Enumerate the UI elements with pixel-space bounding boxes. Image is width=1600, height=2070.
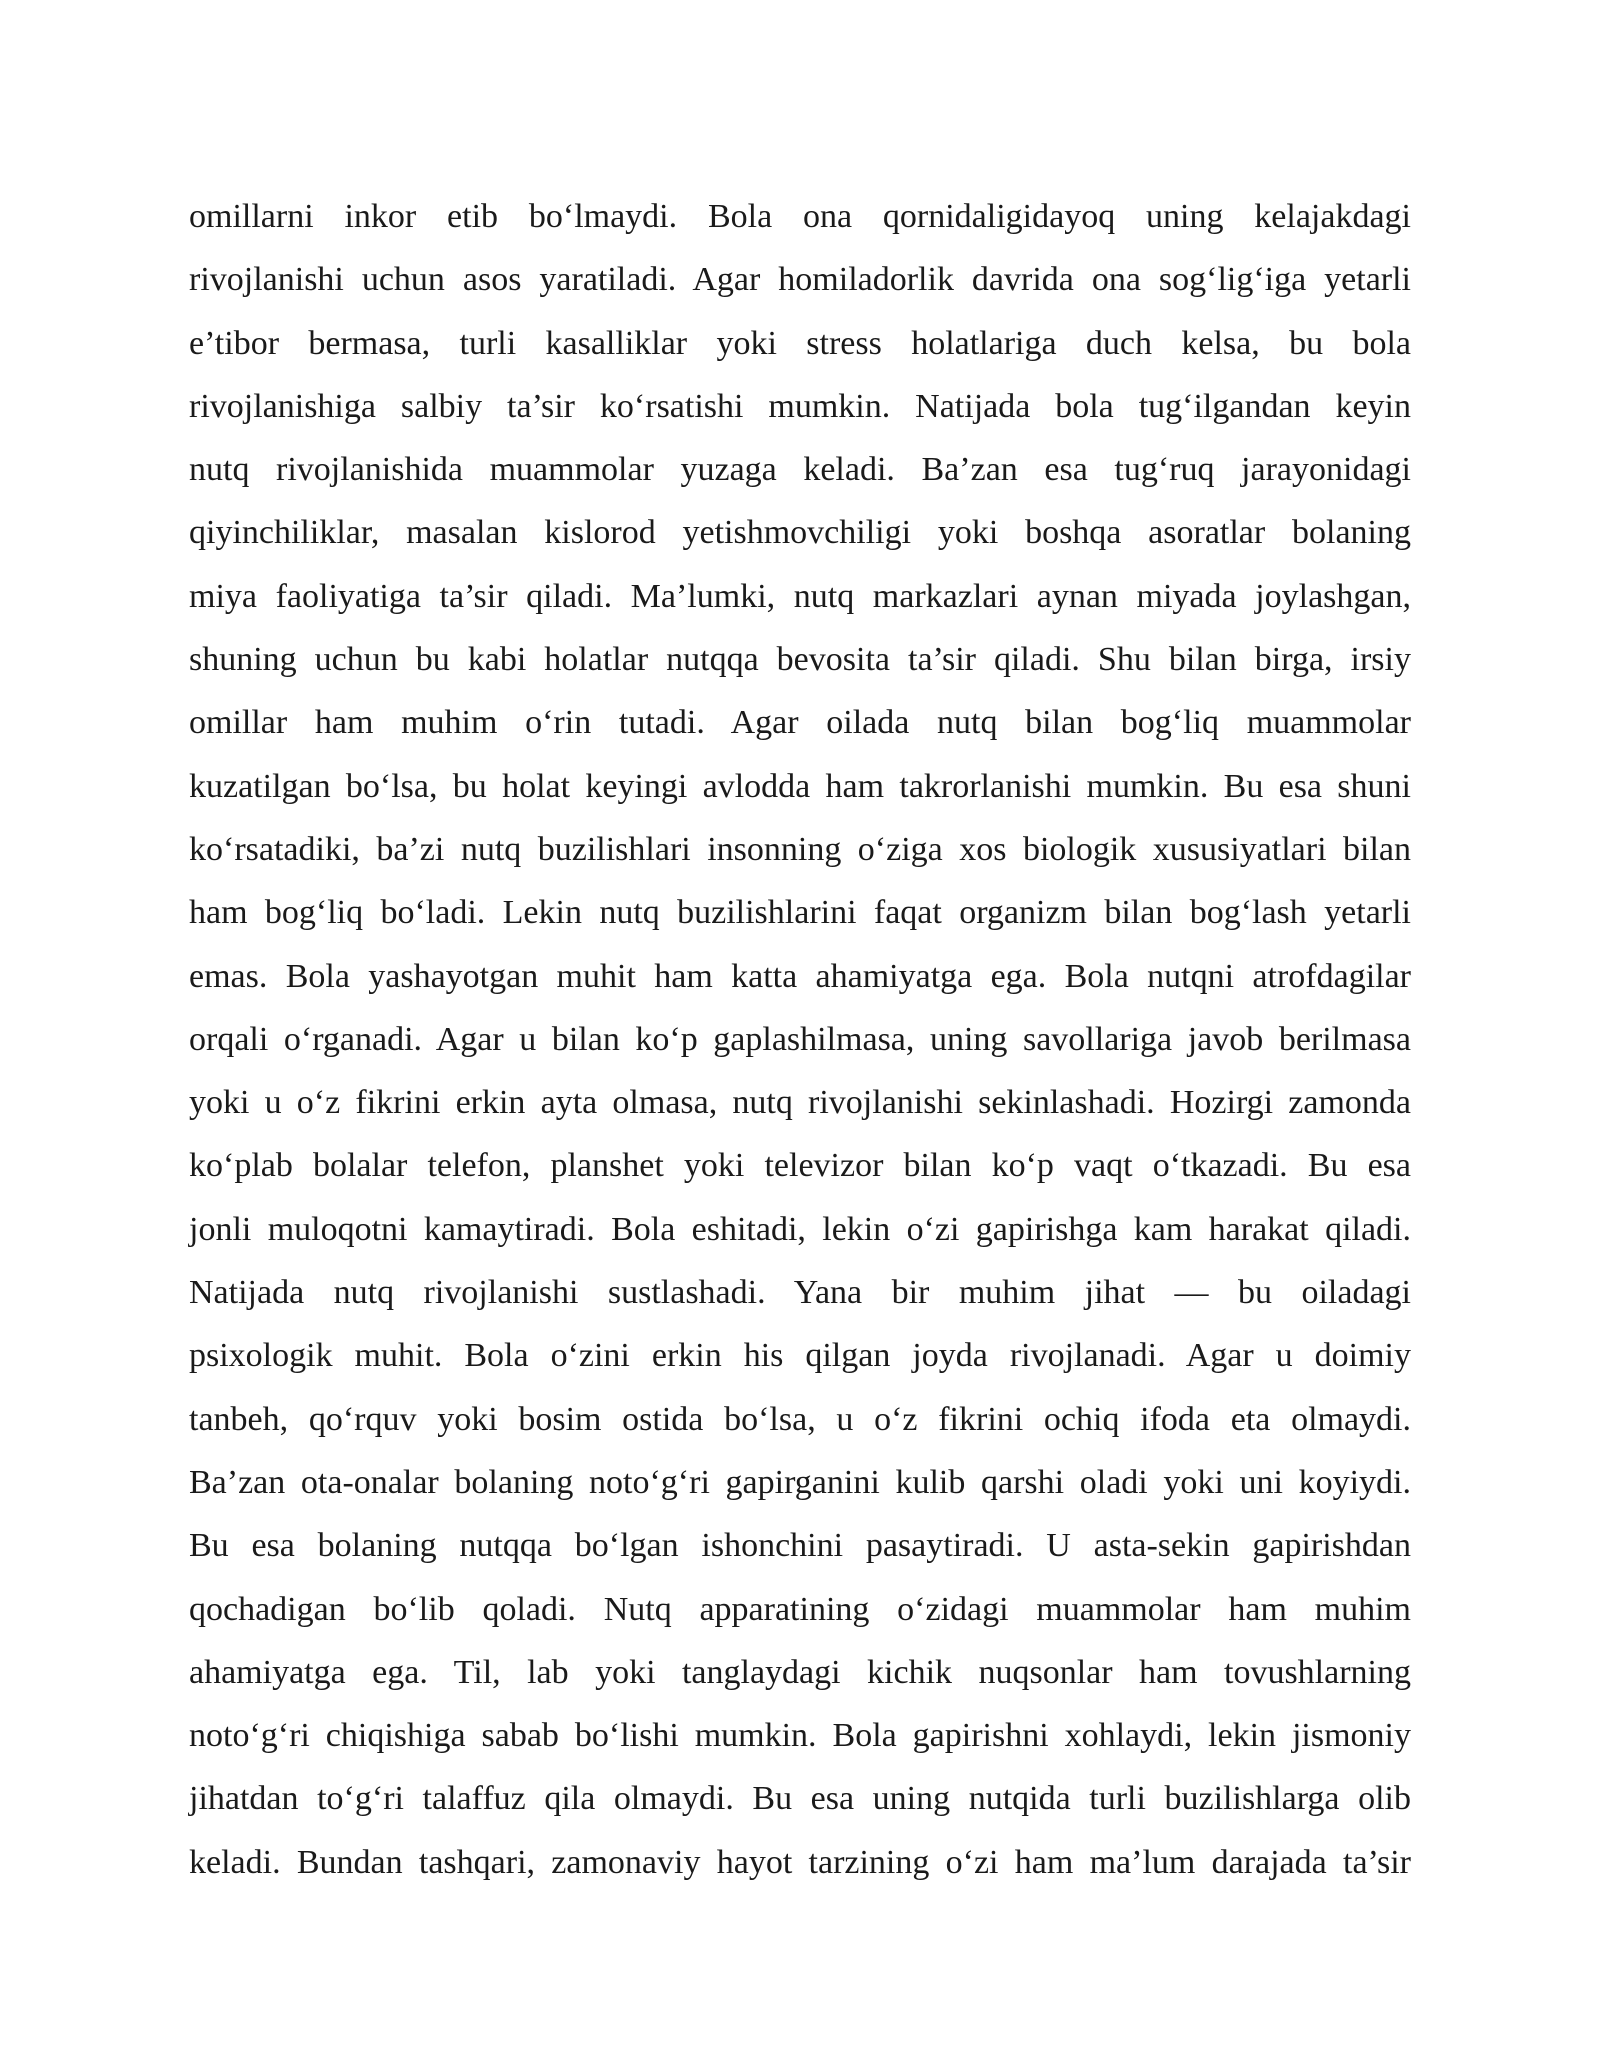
text-line: emas. Bola yashayotgan muhit ham katta ahamiyatga ega. Bola nutqni atrofdagilar: [189, 957, 1411, 995]
text-line: Natijada nutq rivojlanishi sustlashadi. Yana bir muhim jihat — bu oiladagi: [189, 1274, 1411, 1312]
text-line: ko‘rsatadiki, ba’zi nutq buzilishlari insonning o‘ziga xos biologik xususiyatlari bilan: [189, 830, 1411, 868]
text-line: rivojlanishi uchun asos yaratiladi. Agar homiladorlik davrida ona sog‘lig‘iga yetarli: [189, 261, 1411, 299]
text-line: Ba’zan ota-onalar bolaning noto‘g‘ri gapirganini kulib qarshi oladi yoki uni koyiydi.: [189, 1463, 1411, 1501]
text-line: yoki u o‘z fikrini erkin ayta olmasa, nutq rivojlanishi sekinlashadi. Hozirgi zamonda: [189, 1084, 1411, 1122]
text-line: noto‘g‘ri chiqishiga sabab bo‘lishi mumkin. Bola gapirishni xohlaydi, lekin jismoniy: [189, 1717, 1411, 1755]
text-line: keladi. Bundan tashqari, zamonaviy hayot tarzining o‘zi ham ma’lum darajada ta’sir: [189, 1843, 1411, 1881]
text-line: ahamiyatga ega. Til, lab yoki tanglaydagi kichik nuqsonlar ham tovushlarning: [189, 1653, 1411, 1691]
text-line: nutq rivojlanishida muammolar yuzaga keladi. Ba’zan esa tug‘ruq jarayonidagi: [189, 451, 1411, 489]
text-line: qiyinchiliklar, masalan kislorod yetishmovchiligi yoki boshqa asoratlar bolaning: [189, 514, 1411, 552]
body-paragraph: [189, 185, 1411, 1894]
text-line: e’tibor bermasa, turli kasalliklar yoki stress holatlariga duch kelsa, bu bola: [189, 324, 1411, 362]
text-line: kuzatilgan bo‘lsa, bu holat keyingi avlodda ham takrorlanishi mumkin. Bu esa shuni: [189, 767, 1411, 805]
text-line: qochadigan bo‘lib qoladi. Nutq apparatining o‘zidagi muammolar ham muhim: [189, 1590, 1411, 1628]
text-line: tanbeh, qo‘rquv yoki bosim ostida bo‘lsa, u o‘z fikrini ochiq ifoda eta olmaydi.: [189, 1400, 1411, 1438]
text-line: omillar ham muhim o‘rin tutadi. Agar oilada nutq bilan bog‘liq muammolar: [189, 704, 1411, 742]
text-line: omillarni inkor etib bo‘lmaydi. Bola ona qornidaligidayoq uning kelajakdagi: [189, 198, 1411, 235]
text-line: jonli muloqotni kamaytiradi. Bola eshitadi, lekin o‘zi gapirishga kam harakat qiladi.: [189, 1210, 1411, 1248]
text-line: ham bog‘liq bo‘ladi. Lekin nutq buzilishlarini faqat organizm bilan bog‘lash yetarli: [189, 894, 1411, 932]
text-line: Bu esa bolaning nutqqa bo‘lgan ishonchini pasaytiradi. U asta-sekin gapirishdan: [189, 1527, 1411, 1565]
text-line: miya faoliyatiga ta’sir qiladi. Ma’lumki, nutq markazlari aynan miyada joylashgan,: [189, 577, 1411, 615]
text-line: ko‘plab bolalar telefon, planshet yoki televizor bilan ko‘p vaqt o‘tkazadi. Bu esa: [189, 1147, 1411, 1185]
text-line: rivojlanishiga salbiy ta’sir ko‘rsatishi mumkin. Natijada bola tug‘ilgandan keyin: [189, 387, 1411, 425]
text-line: orqali o‘rganadi. Agar u bilan ko‘p gaplashilmasa, uning savollariga javob berilmasa: [189, 1020, 1411, 1058]
text-line: shuning uchun bu kabi holatlar nutqqa bevosita ta’sir qiladi. Shu bilan birga, irsiy: [189, 641, 1411, 679]
text-line: psixologik muhit. Bola o‘zini erkin his qilgan joyda rivojlanadi. Agar u doimiy: [189, 1337, 1411, 1375]
text-line: jihatdan to‘g‘ri talaffuz qila olmaydi. Bu esa uning nutqida turli buzilishlarga olib: [189, 1780, 1411, 1818]
